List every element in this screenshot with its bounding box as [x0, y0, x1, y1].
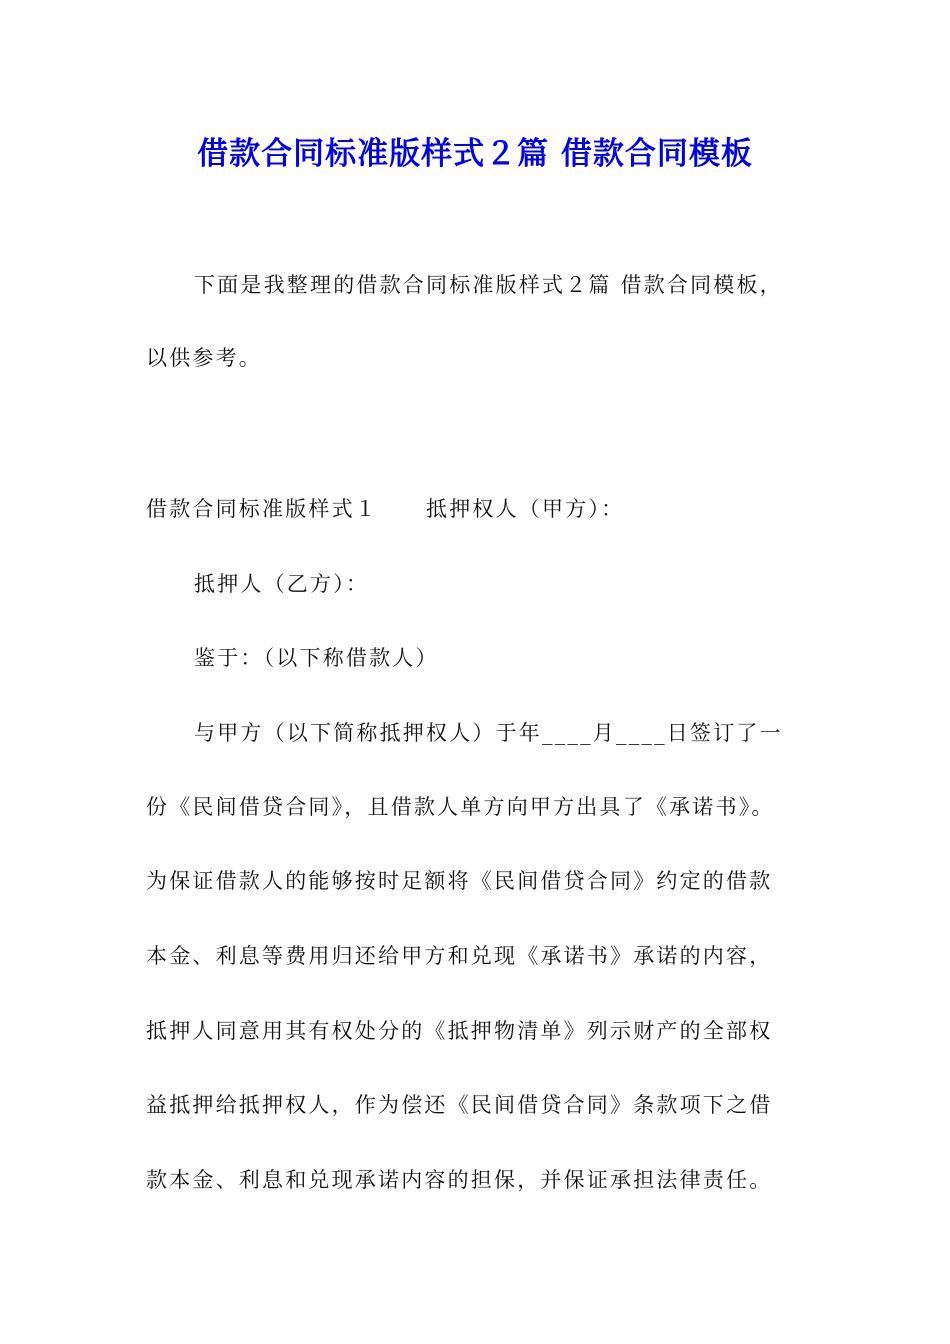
body-line-3: 为保证借款人的能够按时足额将《民间借贷合同》约定的借款: [146, 869, 773, 893]
intro-line-2: 以供参考。: [146, 346, 262, 370]
body-line-6: 益抵押给抵押权人，作为偿还《民间借贷合同》条款项下之借: [146, 1093, 773, 1117]
body-line-1: 与甲方（以下简称抵押权人）于年____月____日签订了一: [194, 721, 783, 745]
mortgagor-label: 抵押人（乙方）：: [194, 572, 370, 596]
section-heading: 借款合同标准版样式１: [146, 497, 378, 521]
section-heading-line: [146, 491, 624, 527]
mortgagee-label: 抵押权人（甲方）：: [426, 497, 625, 521]
body-line-2: 份《民间借贷合同》，且借款人单方向甲方出具了《承诺书》。: [146, 795, 775, 819]
body-line-7: 款本金、利息和兑现承诺内容的担保，并保证承担法律责任。: [146, 1168, 773, 1192]
intro-line-1: 下面是我整理的借款合同标准版样式２篇 借款合同模板，: [194, 273, 783, 297]
body-line-5: 抵押人同意用其有权处分的《抵押物清单》列示财产的全部权: [146, 1019, 773, 1043]
document-title: 借款合同标准版样式２篇 借款合同模板: [197, 136, 753, 172]
whereas-label: 鉴于：（以下称借款人）: [194, 646, 439, 670]
body-line-4: 本金、利息等费用归还给甲方和兑现《承诺书》承诺的内容，: [146, 944, 773, 968]
